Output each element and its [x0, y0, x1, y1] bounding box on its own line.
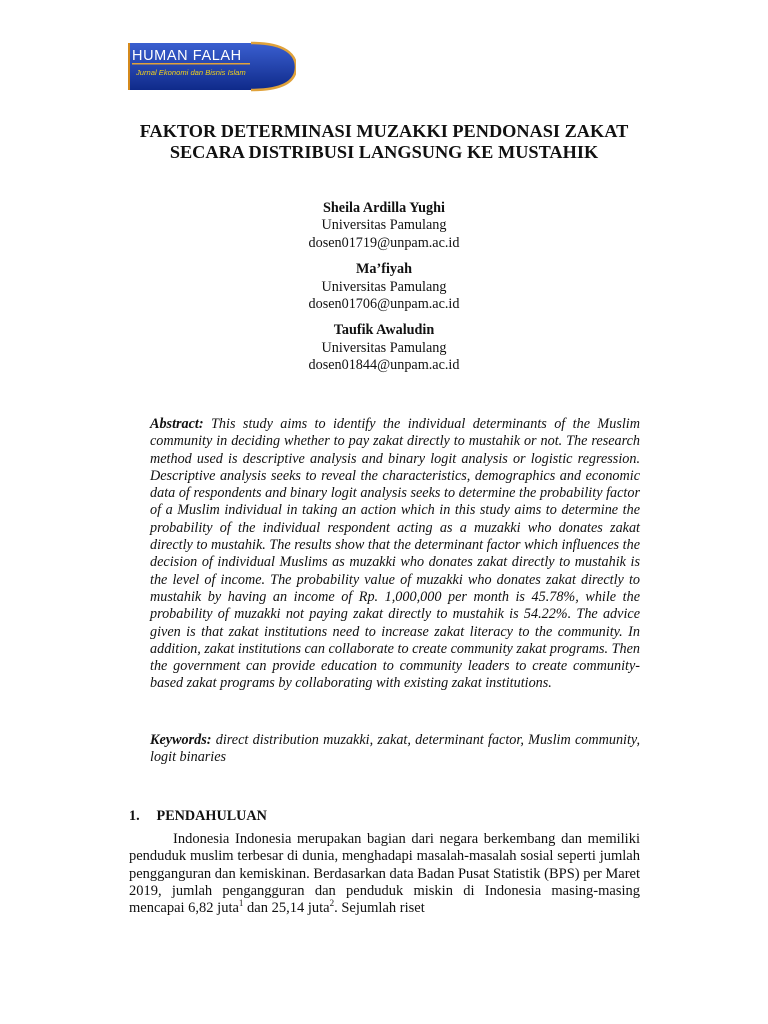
paper-title-line-1: FAKTOR DETERMINASI MUZAKKI PENDONASI ZAKAT: [139, 121, 629, 141]
author-name: Ma’fiyah: [356, 261, 412, 278]
footnote-marker[interactable]: 1: [238, 898, 244, 909]
paper-title-line-2: SECARA DISTRIBUSI LANGSUNG KE MUSTAHIK: [169, 142, 599, 162]
body-text: Indonesia Indonesia merupakan bagian dari negara berkembang dan memiliki penduduk muslim terbesar di dunia, menghadapi masalah-masalah sosial seperti jumlah pengganguran dan kemiskinan. Berdasarkan data Badan Pusat Statistik (BPS) per Maret 2019, jumlah pengangguran dan penduduk miskin di Indonesia masing-masing mencapai 6,82 juta: [129, 831, 641, 917]
body-text: . Sejumlah riset: [334, 900, 425, 917]
author-block: [200, 261, 568, 313]
abstract-label: Abstract:: [150, 416, 204, 432]
author-name: Sheila Ardilla Yughi: [323, 200, 445, 216]
author-email[interactable]: dosen01706@unpam.ac.id: [308, 296, 460, 313]
section-number: 1.: [129, 808, 140, 824]
author-affiliation: Universitas Pamulang: [321, 217, 447, 234]
journal-logo: [126, 41, 296, 92]
section-title: PENDAHULUAN: [156, 808, 267, 824]
author-list: [200, 200, 568, 384]
author-name: Taufik Awaludin: [333, 322, 435, 339]
keywords: [150, 732, 640, 767]
keywords-label: Keywords:: [150, 732, 212, 748]
body-paragraph: [129, 831, 640, 917]
section-heading: [129, 808, 267, 825]
author-affiliation: Universitas Pamulang: [321, 278, 447, 295]
journal-logo-title: HUMAN FALAH: [132, 48, 242, 64]
author-email[interactable]: dosen01719@unpam.ac.id: [308, 234, 460, 251]
journal-logo-subtitle: Jurnal Ekonomi dan Bisnis Islam: [136, 68, 246, 77]
abstract: [150, 416, 640, 693]
author-email[interactable]: dosen01844@unpam.ac.id: [308, 357, 460, 374]
footnote-marker[interactable]: 2: [329, 898, 335, 909]
keywords-text: direct distribution muzakki, zakat, determinant factor, Muslim community, logit binaries: [150, 732, 640, 766]
paper-title: [100, 121, 668, 163]
author-block: [200, 322, 568, 374]
body-text: dan 25,14 juta: [243, 900, 330, 917]
author-affiliation: Universitas Pamulang: [321, 339, 447, 356]
abstract-text: This study aims to identify the individual determinants of the Muslim community in deciding whether to pay zakat directly to mustahik or not. The research method used is descriptive analysis and binary logit analysis or logistic regression. Descriptive analysis seeks to reveal the characteristics, demographics and economic data of respondents and binary logit analysis seeks to determine the probability factor of a Muslim individual in taking an action which in this study aims to determine the probability of the individual respondent acting as a muzakki who donates zakat directly to mustahik. The results show that the determinant factor which influences the decision of individual Muslims as muzakki who donates zakat directly to mustahik is the level of income. The probability value of muzakki who donates zakat directly to mustahik by having an income of Rp. 1,000,000 per month is 45.78%, while the probability of muzakki not paying zakat directly to mustahik is 54.22%. The advice given is that zakat institutions need to increase zakat literacy to the community. In addition, zakat institutions can collaborate to create community zakat programs. Then the government can provide education to community leaders to create community-based zakat programs by collaborating with existing zakat institutions.: [150, 416, 640, 692]
author-block: [200, 200, 568, 252]
